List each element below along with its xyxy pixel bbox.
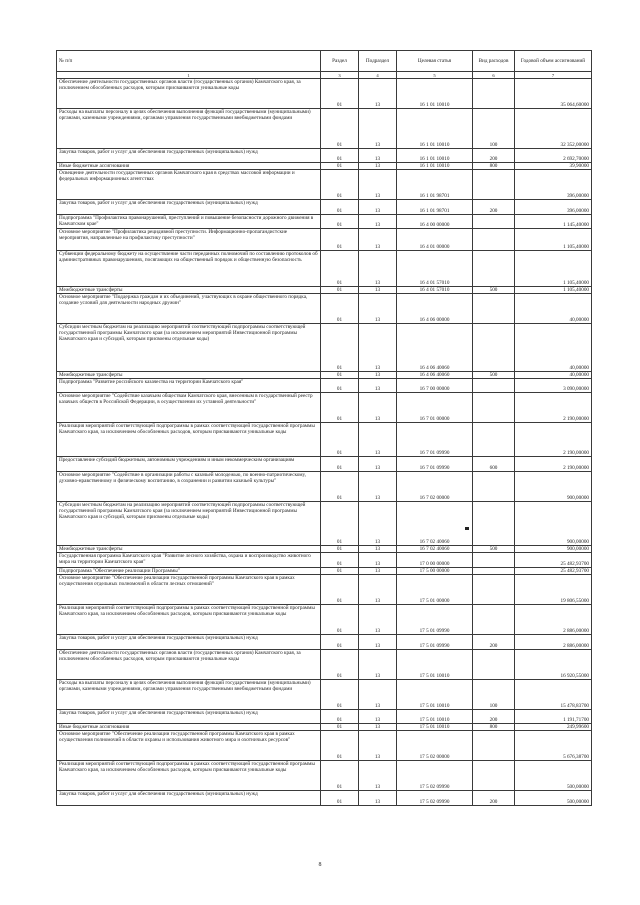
row-target-article: 17 5 01 10010	[397, 710, 473, 724]
row-section: 01	[321, 423, 359, 457]
row-section: 01	[321, 229, 359, 251]
column-number: 5	[397, 72, 473, 79]
row-amount: 900,00000	[515, 502, 592, 546]
row-amount: 2 190,00000	[515, 457, 592, 472]
table-row	[57, 761, 592, 791]
row-section: 01	[321, 149, 359, 163]
header-section: Раздел	[321, 51, 359, 72]
row-name: Обеспечение деятельности государственных органов власти (государственных органов) Камчатского края, за исключением обособленных расходов, которым присваиваются уникальные коды	[57, 650, 321, 680]
row-expense-type	[473, 215, 515, 229]
header-target-article: Целевая статья	[397, 51, 473, 72]
row-name: Закупка товаров, работ и услуг для обеспечения государственных (муниципальных) нужд	[57, 791, 321, 806]
column-number: 4	[359, 72, 397, 79]
table-row	[57, 731, 592, 761]
row-target-article: 16 4 06 00000	[397, 294, 473, 324]
row-subsection: 13	[359, 553, 397, 568]
row-section: 01	[321, 650, 359, 680]
row-target-article: 17 5 02 09990	[397, 791, 473, 806]
row-target-article: 17 5 02 00000	[397, 731, 473, 761]
row-subsection: 13	[359, 215, 397, 229]
row-subsection: 13	[359, 724, 397, 731]
row-section: 01	[321, 761, 359, 791]
row-expense-type	[473, 393, 515, 423]
row-expense-type: 200	[473, 200, 515, 215]
row-subsection: 13	[359, 575, 397, 605]
header-name-col: № п/п	[57, 51, 321, 72]
row-target-article: 17 0 00 00000	[397, 553, 473, 568]
row-amount: 2 886,00000	[515, 605, 592, 635]
row-name: Обеспечение деятельности государственных органов власти (государственных органов) Камчатского края, за исключением обособленных расходов, которым присваиваются уникальные коды	[57, 79, 321, 109]
row-name: Расходы на выплаты персоналу в целях обеспечения выполнения функций государственными (муниципальными) органами, казенными учреждениями, органами управления государственными внебюджетными фондами	[57, 680, 321, 710]
row-name: Межбюджетные трансферты	[57, 546, 321, 553]
row-expense-type	[473, 575, 515, 605]
column-number: 3	[321, 72, 359, 79]
row-amount: 25 482,93700	[515, 568, 592, 575]
row-name: Закупка товаров, работ и услуг для обеспечения государственных (муниципальных) нужд	[57, 200, 321, 215]
row-section: 01	[321, 379, 359, 393]
header-expense-type: Вид расходов	[473, 51, 515, 72]
scan-mark	[465, 527, 469, 530]
row-target-article: 17 5 00 00000	[397, 568, 473, 575]
row-section: 01	[321, 502, 359, 546]
row-target-article: 16 7 02 40060	[397, 546, 473, 553]
row-expense-type: 100	[473, 680, 515, 710]
row-name: Иные бюджетные ассигнования	[57, 724, 321, 731]
row-amount: 1 145,40000	[515, 215, 592, 229]
row-subsection: 13	[359, 163, 397, 170]
row-expense-type: 200	[473, 149, 515, 163]
column-number-1: 1	[187, 73, 190, 78]
row-expense-type	[473, 79, 515, 109]
row-name: Закупка товаров, работ и услуг для обеспечения государственных (муниципальных) нужд	[57, 635, 321, 650]
row-expense-type	[473, 229, 515, 251]
table-row	[57, 680, 592, 710]
row-expense-type	[473, 568, 515, 575]
row-amount: 3 090,00000	[515, 379, 592, 393]
row-subsection: 13	[359, 200, 397, 215]
row-section: 01	[321, 635, 359, 650]
row-target-article: 17 5 01 00000	[397, 575, 473, 605]
budget-allocation-table	[56, 50, 592, 806]
row-name: Реализация мероприятий соответствующей подпрограммы в рамках соответствующей государственной программы Камчатского края, за исключением обособленных расходов, которым присваиваются уникальные коды	[57, 423, 321, 457]
row-expense-type: 500	[473, 372, 515, 379]
row-amount: 25 482,93700	[515, 553, 592, 568]
row-expense-type	[473, 650, 515, 680]
row-name: Расходы на выплаты персоналу в целях обеспечения выполнения функций государственными (муниципальными) органами, казенными учреждениями, органами управления государственными внебюджетными фондами	[57, 109, 321, 149]
row-expense-type	[473, 170, 515, 200]
table-row	[57, 287, 592, 294]
row-section: 01	[321, 324, 359, 372]
row-expense-type: 500	[473, 287, 515, 294]
row-name: Основное мероприятие "Содействие казачьим обществам Камчатского края, внесенным в государственный реестр казачьих обществ в Российской Федерации, в осуществлении их уставной деятельности"	[57, 393, 321, 423]
row-section: 01	[321, 546, 359, 553]
row-subsection: 13	[359, 393, 397, 423]
row-amount: 900,00000	[515, 472, 592, 502]
row-amount: 39,90000	[515, 163, 592, 170]
column-number: 6	[473, 72, 515, 79]
row-subsection: 13	[359, 680, 397, 710]
table-row	[57, 149, 592, 163]
row-amount: 500,00000	[515, 791, 592, 806]
row-subsection: 13	[359, 294, 397, 324]
row-subsection: 13	[359, 170, 397, 200]
table-row	[57, 710, 592, 724]
column-number: 7	[515, 72, 592, 79]
row-amount: 16 920,55000	[515, 650, 592, 680]
row-amount: 1 191,71700	[515, 710, 592, 724]
row-target-article: 16 7 01 00000	[397, 393, 473, 423]
row-section: 01	[321, 731, 359, 761]
row-subsection: 13	[359, 546, 397, 553]
table-row	[57, 393, 592, 423]
row-name: Подпрограмма "Развитие российского казачества на территории Камчатского края"	[57, 379, 321, 393]
table-row	[57, 575, 592, 605]
row-name: Межбюджетные трансферты	[57, 287, 321, 294]
row-target-article: 16 4 01 57010	[397, 251, 473, 287]
row-subsection: 13	[359, 457, 397, 472]
row-name: Предоставление субсидий бюджетным, автономным учреждениям и иным некоммерческим организациям	[57, 457, 321, 472]
row-subsection: 13	[359, 423, 397, 457]
table-row	[57, 546, 592, 553]
row-expense-type	[473, 502, 515, 546]
row-target-article: 16 7 00 00000	[397, 379, 473, 393]
table-row	[57, 650, 592, 680]
row-target-article: 17 5 01 09990	[397, 605, 473, 635]
row-subsection: 13	[359, 251, 397, 287]
table-row	[57, 79, 592, 109]
table-row	[57, 215, 592, 229]
row-subsection: 13	[359, 372, 397, 379]
table-row	[57, 251, 592, 287]
table-header-row	[57, 51, 592, 72]
row-target-article: 16 4 01 00000	[397, 229, 473, 251]
row-amount: 35 064,60000	[515, 79, 592, 109]
row-target-article: 16 1 01 98701	[397, 170, 473, 200]
row-subsection: 13	[359, 605, 397, 635]
row-section: 01	[321, 575, 359, 605]
table-row	[57, 379, 592, 393]
row-amount: 396,00000	[515, 170, 592, 200]
table-row	[57, 724, 592, 731]
row-section: 01	[321, 200, 359, 215]
row-subsection: 13	[359, 79, 397, 109]
row-expense-type: 200	[473, 710, 515, 724]
row-amount: 2 190,00000	[515, 393, 592, 423]
row-target-article: 17 5 01 10010	[397, 680, 473, 710]
row-target-article: 17 5 01 10010	[397, 650, 473, 680]
row-subsection: 13	[359, 324, 397, 372]
row-name: Закупка товаров, работ и услуг для обеспечения государственных (муниципальных) нужд	[57, 149, 321, 163]
row-target-article: 17 5 02 09990	[397, 761, 473, 791]
table-row	[57, 294, 592, 324]
row-amount: 40,00000	[515, 372, 592, 379]
table-row	[57, 200, 592, 215]
row-expense-type: 200	[473, 635, 515, 650]
row-target-article: 16 7 02 00000	[397, 472, 473, 502]
row-subsection: 13	[359, 149, 397, 163]
row-subsection: 13	[359, 472, 397, 502]
row-amount: 40,00000	[515, 294, 592, 324]
table-row	[57, 553, 592, 568]
row-name: Подпрограмма "Профилактика правонарушений, преступлений и повышение безопасности дорожного движения в Камчатском крае"	[57, 215, 321, 229]
row-name: Реализация мероприятий соответствующей подпрограммы в рамках соответствующей государственной программы Камчатского края, за исключением обособленных расходов, которым присваиваются уникальные коды	[57, 605, 321, 635]
row-expense-type	[473, 294, 515, 324]
row-section: 01	[321, 393, 359, 423]
row-expense-type	[473, 423, 515, 457]
row-subsection: 13	[359, 287, 397, 294]
table-row	[57, 568, 592, 575]
row-subsection: 13	[359, 502, 397, 546]
row-amount: 2 190,00000	[515, 423, 592, 457]
row-expense-type: 500	[473, 546, 515, 553]
table-row	[57, 163, 592, 170]
row-section: 01	[321, 605, 359, 635]
row-expense-type	[473, 472, 515, 502]
table-row	[57, 472, 592, 502]
table-row	[57, 372, 592, 379]
row-amount: 249,99600	[515, 724, 592, 731]
row-name: Реализация мероприятий соответствующей подпрограммы в рамках соответствующей государственной программы Камчатского края, за исключением обособленных расходов, которым присваиваются уникальные коды	[57, 761, 321, 791]
row-amount: 40,00000	[515, 324, 592, 372]
column-number	[57, 72, 321, 79]
row-target-article: 17 5 01 10010	[397, 724, 473, 731]
row-section: 01	[321, 710, 359, 724]
row-expense-type	[473, 761, 515, 791]
row-name: Субвенции федеральному бюджету на осуществление части переданных полномочий по составлению протоколов об административных правонарушениях, посягающих на общественный порядок и общественную безопасность	[57, 251, 321, 287]
row-amount: 900,00000	[515, 546, 592, 553]
row-subsection: 13	[359, 229, 397, 251]
row-expense-type: 600	[473, 457, 515, 472]
row-expense-type: 800	[473, 724, 515, 731]
table-body	[57, 79, 592, 806]
row-section: 01	[321, 472, 359, 502]
row-target-article: 16 4 00 00000	[397, 215, 473, 229]
row-target-article: 16 7 01 09990	[397, 457, 473, 472]
row-subsection: 13	[359, 710, 397, 724]
row-name: Освещение деятельности государственных органов Камчатского края в средствах массовой информации и федеральных информационных агентствах	[57, 170, 321, 200]
row-name: Государственная программа Камчатского края "Развитие лесного хозяйства, охрана и воспроизводство животного мира на территории Камчатского края"	[57, 553, 321, 568]
row-section: 01	[321, 251, 359, 287]
row-subsection: 13	[359, 761, 397, 791]
row-amount: 15 478,83700	[515, 680, 592, 710]
row-target-article: 16 4 06 40060	[397, 324, 473, 372]
row-amount: 2 886,00000	[515, 635, 592, 650]
row-name: Основное мероприятие "Содействие в организации работы с казачьей молодежью, по военно-патриотическому, духовно-нравственному и физическому воспитанию, в сохранении и развитии казачьей культуры"	[57, 472, 321, 502]
row-subsection: 13	[359, 791, 397, 806]
row-expense-type	[473, 553, 515, 568]
row-section: 01	[321, 553, 359, 568]
row-amount: 396,00000	[515, 200, 592, 215]
table-row	[57, 324, 592, 372]
row-subsection: 13	[359, 109, 397, 149]
row-name: Иные бюджетные ассигнования	[57, 163, 321, 170]
row-target-article: 16 7 02 40060	[397, 502, 473, 546]
header-subsection: Подраздел	[359, 51, 397, 72]
row-name: Закупка товаров, работ и услуг для обеспечения государственных (муниципальных) нужд	[57, 710, 321, 724]
row-name: Основное мероприятие "Обеспечение реализации государственной программы Камчатского края в рамках осуществления отдельных полномочий в области лесных отношений"	[57, 575, 321, 605]
row-expense-type	[473, 251, 515, 287]
row-name: Основное мероприятие "Обеспечение реализации государственной программы Камчатского края в рамках осуществления полномочий в области охраны и использования животного мира и охотничьих ресурсов"	[57, 731, 321, 761]
row-subsection: 13	[359, 568, 397, 575]
column-number-row	[57, 72, 592, 79]
row-section: 01	[321, 372, 359, 379]
row-amount: 2 692,70000	[515, 149, 592, 163]
row-section: 01	[321, 724, 359, 731]
table-row	[57, 423, 592, 457]
row-amount: 1 105,40000	[515, 251, 592, 287]
row-name: Основное мероприятие "Поддержка граждан и их объединений, участвующих в охране общественного порядка, создание условий для деятельности народных дружин"	[57, 294, 321, 324]
budget-table-sheet	[56, 50, 591, 806]
row-name: Подпрограмма "Обеспечение реализации Программы"	[57, 568, 321, 575]
row-amount: 32 352,00000	[515, 109, 592, 149]
row-amount: 500,00000	[515, 761, 592, 791]
row-target-article: 16 1 01 10010	[397, 149, 473, 163]
table-row	[57, 605, 592, 635]
row-target-article: 16 1 01 98701	[397, 200, 473, 215]
row-amount: 19 806,55000	[515, 575, 592, 605]
row-amount: 1 105,40000	[515, 287, 592, 294]
table-row	[57, 502, 592, 546]
row-target-article: 16 4 06 40060	[397, 372, 473, 379]
table-row	[57, 635, 592, 650]
row-section: 01	[321, 457, 359, 472]
row-expense-type	[473, 605, 515, 635]
row-expense-type	[473, 731, 515, 761]
row-section: 01	[321, 170, 359, 200]
row-section: 01	[321, 791, 359, 806]
row-expense-type	[473, 379, 515, 393]
table-row	[57, 229, 592, 251]
row-target-article: 17 5 01 09990	[397, 635, 473, 650]
table-row	[57, 109, 592, 149]
row-name: Субсидии местным бюджетам на реализацию мероприятий соответствующей подпрограммы соответствующей государственной программы Камчатского края (за исключением мероприятий Инвестиционной программы Камчатского края и субсидий, которым присвоены отдельные коды)	[57, 324, 321, 372]
row-expense-type: 200	[473, 791, 515, 806]
row-section: 01	[321, 294, 359, 324]
row-name: Субсидии местным бюджетам на реализацию мероприятий соответствующей подпрограммы соответствующей государственной программы Камчатского края (за исключением мероприятий Инвестиционной программы Камчатского края и субсидий, которым присвоены отдельные коды)	[57, 502, 321, 546]
row-section: 01	[321, 287, 359, 294]
row-section: 01	[321, 109, 359, 149]
row-target-article: 16 1 01 10010	[397, 163, 473, 170]
row-target-article: 16 4 01 57010	[397, 287, 473, 294]
row-section: 01	[321, 215, 359, 229]
row-subsection: 13	[359, 731, 397, 761]
row-section: 01	[321, 680, 359, 710]
row-amount: 5 676,38700	[515, 731, 592, 761]
table-row	[57, 170, 592, 200]
row-target-article: 16 7 01 09990	[397, 423, 473, 457]
row-expense-type	[473, 324, 515, 372]
row-section: 01	[321, 163, 359, 170]
table-row	[57, 457, 592, 472]
row-subsection: 13	[359, 635, 397, 650]
row-section: 01	[321, 568, 359, 575]
page-number: 8	[318, 862, 322, 868]
table-row	[57, 791, 592, 806]
row-name: Межбюджетные трансферты	[57, 372, 321, 379]
row-subsection: 13	[359, 379, 397, 393]
row-name: Основное мероприятие "Профилактика рецидивной преступности. Информационно-пропагандистские мероприятия, направленные на профилактику преступности"	[57, 229, 321, 251]
header-annual-amount: Годовой объем ассигнований	[515, 51, 592, 72]
row-subsection: 13	[359, 650, 397, 680]
row-target-article: 16 1 01 10010	[397, 109, 473, 149]
row-expense-type: 100	[473, 109, 515, 149]
row-amount: 1 105,40000	[515, 229, 592, 251]
row-expense-type: 800	[473, 163, 515, 170]
row-section: 01	[321, 79, 359, 109]
row-target-article: 16 1 01 10010	[397, 79, 473, 109]
